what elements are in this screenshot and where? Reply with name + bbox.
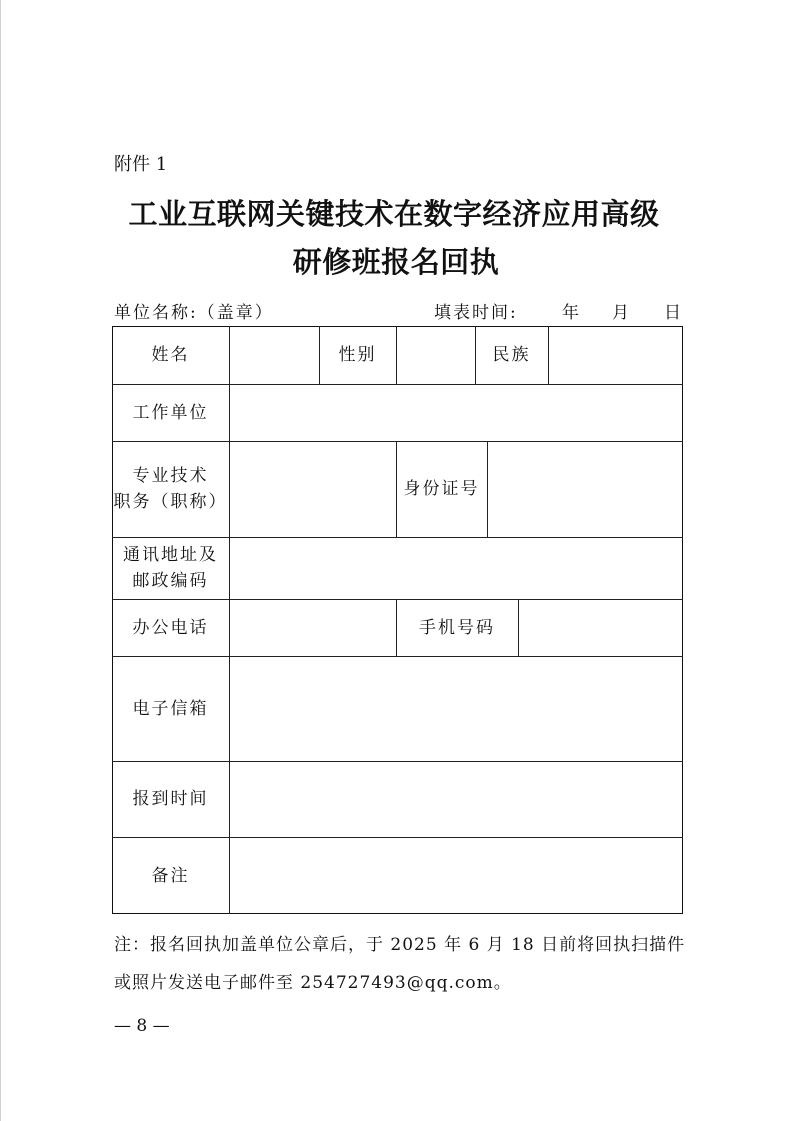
label-remarks: 备注: [151, 865, 190, 886]
office-phone-field[interactable]: [230, 600, 396, 656]
label-work-unit: 工作单位: [132, 402, 209, 423]
label-professional-title: [112, 441, 229, 537]
note-line-2: 或照片发送电子邮件至 254727493@qq.com。: [114, 973, 512, 993]
ethnicity-field[interactable]: [549, 327, 683, 384]
label-professional-title-line1: 专业技术: [132, 466, 209, 486]
email-field[interactable]: [230, 657, 683, 761]
label-address-line1: 通讯地址及: [123, 545, 218, 565]
label-ethnicity: 民族: [492, 345, 531, 365]
id-number-field[interactable]: [488, 442, 683, 537]
attachment-label: 附件 1: [114, 154, 168, 175]
label-name: 姓名: [151, 345, 190, 365]
label-id-number: 身份证号: [403, 479, 480, 499]
mobile-field[interactable]: [519, 600, 683, 656]
document-title-line-1: 工业互联网关键技术在数字经济应用高级: [128, 197, 660, 231]
date-month-label: 月: [612, 303, 629, 323]
unit-name-label: 单位名称:（盖章）: [114, 303, 274, 323]
page-edge: [0, 0, 1, 1121]
professional-title-field[interactable]: [230, 442, 396, 537]
arrival-time-field[interactable]: [230, 762, 683, 837]
fill-time-label: 填表时间:: [434, 303, 518, 323]
remarks-field[interactable]: [230, 838, 683, 914]
document-title-line-2: 研修班报名回执: [292, 245, 500, 279]
name-field[interactable]: [230, 327, 319, 384]
label-email: 电子信箱: [132, 698, 209, 719]
page-number: — 8 —: [114, 1016, 170, 1036]
label-address-line2: 邮政编码: [132, 571, 209, 591]
date-year-label: 年: [562, 303, 579, 323]
label-mobile: 手机号码: [419, 617, 495, 638]
label-office-phone: 办公电话: [132, 617, 209, 638]
note-line-1: 注：报名回执加盖单位公章后，于 2025 年 6 月 18 日前将回执扫描件: [114, 935, 686, 955]
gender-field[interactable]: [397, 327, 475, 384]
label-gender: 性别: [338, 345, 377, 365]
work-unit-field[interactable]: [230, 385, 683, 441]
label-arrival-time: 报到时间: [132, 789, 209, 809]
date-day-label: 日: [664, 303, 681, 323]
label-professional-title-line2: 职务（职称）: [113, 492, 228, 512]
address-postcode-field[interactable]: [230, 538, 683, 599]
label-address-postcode: [112, 537, 229, 599]
